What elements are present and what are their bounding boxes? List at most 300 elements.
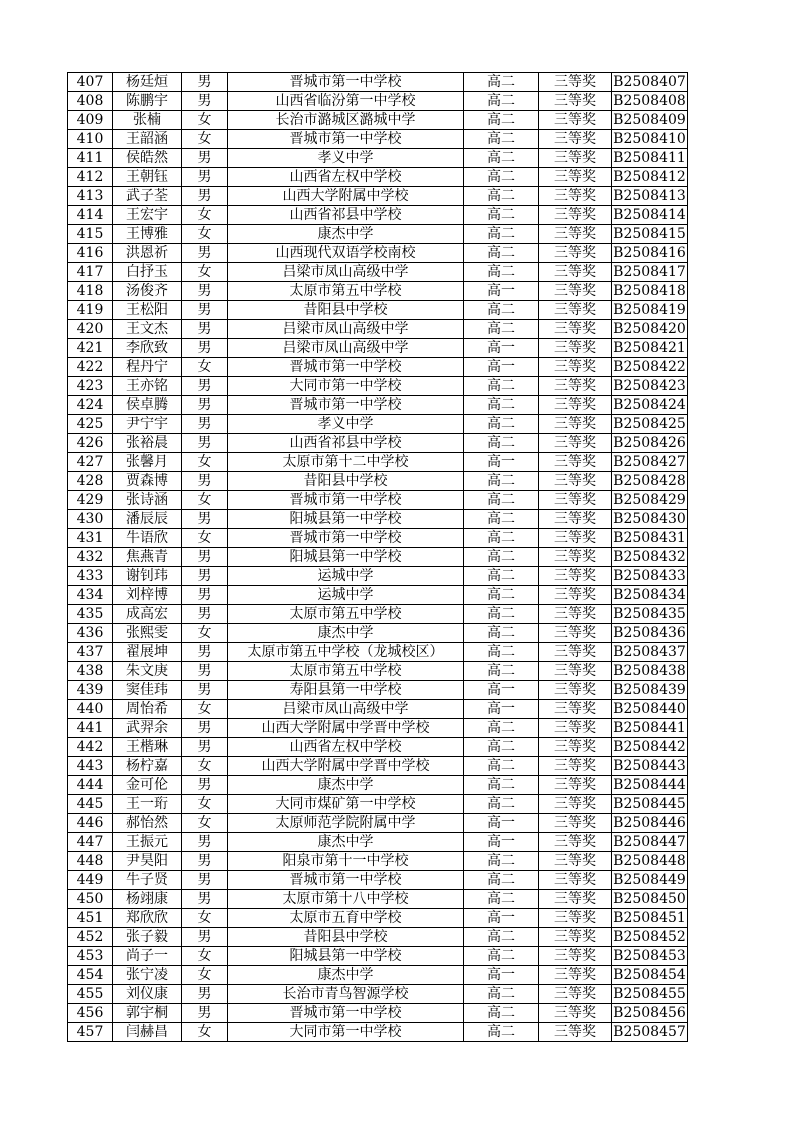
- award-level-cell: 三等奖: [539, 757, 612, 776]
- award-level-cell: 三等奖: [539, 320, 612, 339]
- award-level-cell: 三等奖: [539, 358, 612, 377]
- award-level-cell: 三等奖: [539, 149, 612, 168]
- student-name-cell: 王博雅: [113, 225, 182, 244]
- row-number-cell: 443: [68, 757, 113, 776]
- gender-cell: 男: [182, 339, 228, 358]
- grade-cell: 高二: [464, 871, 539, 890]
- gender-cell: 男: [182, 1004, 228, 1023]
- school-cell: 昔阳县中学校: [228, 472, 464, 491]
- school-cell: 晋城市第一中学校: [228, 396, 464, 415]
- student-name-cell: 杨翊康: [113, 890, 182, 909]
- gender-cell: 女: [182, 263, 228, 282]
- award-table: [67, 72, 688, 1042]
- gender-cell: 女: [182, 529, 228, 548]
- certificate-number-cell: B2508418: [613, 283, 686, 299]
- table-row: [68, 738, 688, 757]
- gender-cell: 男: [182, 605, 228, 624]
- student-name-cell: 武羿余: [113, 719, 182, 738]
- row-number-cell: 416: [68, 244, 113, 263]
- student-name-cell: 朱文庚: [113, 662, 182, 681]
- award-level-cell: 三等奖: [539, 890, 612, 909]
- table-row: [68, 909, 688, 928]
- table-row: [68, 624, 688, 643]
- table-row: [68, 206, 688, 225]
- school-cell: 太原市第五中学校: [228, 662, 464, 681]
- award-level-cell: 三等奖: [539, 871, 612, 890]
- row-number-cell: 431: [68, 529, 113, 548]
- table-row: [68, 301, 688, 320]
- school-cell: 晋城市第一中学校: [228, 871, 464, 890]
- award-level-cell: 三等奖: [539, 244, 612, 263]
- row-number-cell: 439: [68, 681, 113, 700]
- student-name-cell: 陈鹏宇: [113, 92, 182, 111]
- grade-cell: 高二: [464, 491, 539, 510]
- grade-cell: 高二: [464, 738, 539, 757]
- certificate-number-cell: B2508408: [613, 93, 686, 109]
- grade-cell: 高二: [464, 1004, 539, 1023]
- certificate-number-cell: B2508449: [613, 872, 686, 888]
- award-level-cell: 三等奖: [539, 282, 612, 301]
- table-row: [68, 396, 688, 415]
- grade-cell: 高二: [464, 396, 539, 415]
- row-number-cell: 452: [68, 928, 113, 947]
- student-name-cell: 汤俊齐: [113, 282, 182, 301]
- certificate-number-cell: B2508420: [613, 321, 686, 337]
- grade-cell: 高一: [464, 833, 539, 852]
- row-number-cell: 422: [68, 358, 113, 377]
- school-cell: 吕梁市凤山高级中学: [228, 263, 464, 282]
- grade-cell: 高一: [464, 966, 539, 985]
- school-cell: 大同市第一中学校: [228, 377, 464, 396]
- row-number-cell: 411: [68, 149, 113, 168]
- grade-cell: 高二: [464, 434, 539, 453]
- school-cell: 康杰中学: [228, 966, 464, 985]
- gender-cell: 男: [182, 320, 228, 339]
- student-name-cell: 张楠: [113, 111, 182, 130]
- row-number-cell: 430: [68, 510, 113, 529]
- table-row: [68, 415, 688, 434]
- gender-cell: 女: [182, 491, 228, 510]
- award-level-cell: 三等奖: [539, 700, 612, 719]
- row-number-cell: 444: [68, 776, 113, 795]
- certificate-number-cell: B2508454: [613, 967, 686, 983]
- grade-cell: 高一: [464, 358, 539, 377]
- student-name-cell: 李欣致: [113, 339, 182, 358]
- award-level-cell: 三等奖: [539, 301, 612, 320]
- gender-cell: 男: [182, 377, 228, 396]
- certificate-number-cell: B2508435: [613, 606, 686, 622]
- student-name-cell: 焦燕青: [113, 548, 182, 567]
- student-name-cell: 程丹宁: [113, 358, 182, 377]
- certificate-number-cell: B2508422: [613, 359, 686, 375]
- table-row: [68, 643, 688, 662]
- school-cell: 晋城市第一中学校: [228, 491, 464, 510]
- gender-cell: 男: [182, 662, 228, 681]
- row-number-cell: 437: [68, 643, 113, 662]
- student-name-cell: 潘辰辰: [113, 510, 182, 529]
- school-cell: 阳城县第一中学校: [228, 947, 464, 966]
- gender-cell: 女: [182, 757, 228, 776]
- award-level-cell: 三等奖: [539, 719, 612, 738]
- school-cell: 寿阳县第一中学校: [228, 681, 464, 700]
- award-level-cell: 三等奖: [539, 548, 612, 567]
- school-cell: 长治市青鸟智源学校: [228, 985, 464, 1004]
- student-name-cell: 侯卓腾: [113, 396, 182, 415]
- row-number-cell: 435: [68, 605, 113, 624]
- certificate-number-cell: B2508448: [613, 853, 686, 869]
- award-level-cell: 三等奖: [539, 510, 612, 529]
- award-level-cell: 三等奖: [539, 73, 612, 92]
- award-level-cell: 三等奖: [539, 491, 612, 510]
- gender-cell: 男: [182, 244, 228, 263]
- student-name-cell: 牛子贤: [113, 871, 182, 890]
- gender-cell: 女: [182, 1023, 228, 1042]
- gender-cell: 女: [182, 111, 228, 130]
- gender-cell: 女: [182, 795, 228, 814]
- grade-cell: 高二: [464, 92, 539, 111]
- student-name-cell: 王文杰: [113, 320, 182, 339]
- row-number-cell: 438: [68, 662, 113, 681]
- award-level-cell: 三等奖: [539, 567, 612, 586]
- student-name-cell: 张宁凌: [113, 966, 182, 985]
- row-number-cell: 448: [68, 852, 113, 871]
- gender-cell: 男: [182, 738, 228, 757]
- table-row: [68, 985, 688, 1004]
- student-name-cell: 郑欣欣: [113, 909, 182, 928]
- table-row: [68, 548, 688, 567]
- school-cell: 大同市第一中学校: [228, 1023, 464, 1042]
- row-number-cell: 446: [68, 814, 113, 833]
- school-cell: 昔阳县中学校: [228, 301, 464, 320]
- gender-cell: 男: [182, 301, 228, 320]
- award-level-cell: 三等奖: [539, 111, 612, 130]
- table-row: [68, 168, 688, 187]
- school-cell: 山西省左权中学校: [228, 738, 464, 757]
- certificate-number-cell: B2508414: [613, 207, 686, 223]
- gender-cell: 女: [182, 814, 228, 833]
- grade-cell: 高二: [464, 795, 539, 814]
- certificate-number-cell: B2508419: [613, 302, 686, 318]
- student-name-cell: 尚子一: [113, 947, 182, 966]
- certificate-number-cell: B2508415: [613, 226, 686, 242]
- row-number-cell: 457: [68, 1023, 113, 1042]
- grade-cell: 高二: [464, 529, 539, 548]
- grade-cell: 高二: [464, 643, 539, 662]
- student-name-cell: 王亦铭: [113, 377, 182, 396]
- award-table-body: [68, 73, 688, 1042]
- school-cell: 运城中学: [228, 586, 464, 605]
- award-level-cell: 三等奖: [539, 909, 612, 928]
- award-level-cell: 三等奖: [539, 624, 612, 643]
- gender-cell: 男: [182, 852, 228, 871]
- school-cell: 太原市第五中学校: [228, 282, 464, 301]
- gender-cell: 男: [182, 643, 228, 662]
- row-number-cell: 454: [68, 966, 113, 985]
- student-name-cell: 张诗涵: [113, 491, 182, 510]
- row-number-cell: 410: [68, 130, 113, 149]
- student-name-cell: 周怡希: [113, 700, 182, 719]
- school-cell: 山西省左权中学校: [228, 168, 464, 187]
- gender-cell: 女: [182, 206, 228, 225]
- row-number-cell: 455: [68, 985, 113, 1004]
- student-name-cell: 杨廷烜: [113, 73, 182, 92]
- grade-cell: 高一: [464, 282, 539, 301]
- table-row: [68, 776, 688, 795]
- grade-cell: 高一: [464, 700, 539, 719]
- grade-cell: 高二: [464, 985, 539, 1004]
- school-cell: 运城中学: [228, 567, 464, 586]
- gender-cell: 男: [182, 681, 228, 700]
- award-level-cell: 三等奖: [539, 662, 612, 681]
- table-row: [68, 757, 688, 776]
- student-name-cell: 王楷琳: [113, 738, 182, 757]
- student-name-cell: 洪恩祈: [113, 244, 182, 263]
- school-cell: 大同市煤矿第一中学校: [228, 795, 464, 814]
- certificate-number-cell: B2508439: [613, 682, 686, 698]
- row-number-cell: 409: [68, 111, 113, 130]
- certificate-number-cell: B2508447: [613, 834, 686, 850]
- school-cell: 晋城市第一中学校: [228, 73, 464, 92]
- gender-cell: 女: [182, 909, 228, 928]
- row-number-cell: 408: [68, 92, 113, 111]
- row-number-cell: 436: [68, 624, 113, 643]
- student-name-cell: 张裕晨: [113, 434, 182, 453]
- award-level-cell: 三等奖: [539, 92, 612, 111]
- student-name-cell: 张馨月: [113, 453, 182, 472]
- grade-cell: 高二: [464, 852, 539, 871]
- row-number-cell: 425: [68, 415, 113, 434]
- table-row: [68, 681, 688, 700]
- grade-cell: 高二: [464, 776, 539, 795]
- gender-cell: 男: [182, 282, 228, 301]
- row-number-cell: 440: [68, 700, 113, 719]
- gender-cell: 男: [182, 73, 228, 92]
- table-row: [68, 947, 688, 966]
- grade-cell: 高二: [464, 510, 539, 529]
- school-cell: 晋城市第一中学校: [228, 358, 464, 377]
- student-name-cell: 贾森博: [113, 472, 182, 491]
- row-number-cell: 456: [68, 1004, 113, 1023]
- award-level-cell: 三等奖: [539, 263, 612, 282]
- table-row: [68, 1023, 688, 1042]
- table-row: [68, 928, 688, 947]
- row-number-cell: 424: [68, 396, 113, 415]
- certificate-number-cell: B2508409: [613, 112, 686, 128]
- row-number-cell: 429: [68, 491, 113, 510]
- school-cell: 孝义中学: [228, 149, 464, 168]
- gender-cell: 男: [182, 415, 228, 434]
- table-row: [68, 890, 688, 909]
- award-level-cell: 三等奖: [539, 396, 612, 415]
- certificate-number-cell: B2508429: [613, 492, 686, 508]
- school-cell: 阳城县第一中学校: [228, 548, 464, 567]
- school-cell: 太原师范学院附属中学: [228, 814, 464, 833]
- certificate-number-cell: B2508424: [613, 397, 686, 413]
- grade-cell: 高二: [464, 130, 539, 149]
- student-name-cell: 尹宁宇: [113, 415, 182, 434]
- table-row: [68, 852, 688, 871]
- table-row: [68, 567, 688, 586]
- table-row: [68, 814, 688, 833]
- table-row: [68, 529, 688, 548]
- certificate-number-cell: B2508440: [613, 701, 686, 717]
- table-row: [68, 700, 688, 719]
- gender-cell: 男: [182, 149, 228, 168]
- grade-cell: 高一: [464, 681, 539, 700]
- row-number-cell: 420: [68, 320, 113, 339]
- table-row: [68, 111, 688, 130]
- certificate-number-cell: B2508442: [613, 739, 686, 755]
- table-row: [68, 282, 688, 301]
- certificate-number-cell: B2508453: [613, 948, 686, 964]
- table-row: [68, 225, 688, 244]
- certificate-number-cell: B2508407: [613, 74, 686, 90]
- row-number-cell: 415: [68, 225, 113, 244]
- certificate-number-cell: B2508410: [613, 131, 686, 147]
- award-level-cell: 三等奖: [539, 339, 612, 358]
- table-row: [68, 662, 688, 681]
- table-row: [68, 73, 688, 92]
- certificate-number-cell: B2508457: [613, 1024, 686, 1040]
- grade-cell: 高二: [464, 320, 539, 339]
- row-number-cell: 417: [68, 263, 113, 282]
- school-cell: 山西大学附属中学校: [228, 187, 464, 206]
- grade-cell: 高二: [464, 301, 539, 320]
- award-level-cell: 三等奖: [539, 529, 612, 548]
- gender-cell: 男: [182, 434, 228, 453]
- table-row: [68, 719, 688, 738]
- gender-cell: 男: [182, 871, 228, 890]
- award-level-cell: 三等奖: [539, 472, 612, 491]
- row-number-cell: 414: [68, 206, 113, 225]
- student-name-cell: 王宏宇: [113, 206, 182, 225]
- row-number-cell: 445: [68, 795, 113, 814]
- gender-cell: 男: [182, 396, 228, 415]
- school-cell: 山西省临汾第一中学校: [228, 92, 464, 111]
- row-number-cell: 412: [68, 168, 113, 187]
- row-number-cell: 421: [68, 339, 113, 358]
- certificate-number-cell: B2508412: [613, 169, 686, 185]
- grade-cell: 高一: [464, 814, 539, 833]
- student-name-cell: 张子毅: [113, 928, 182, 947]
- row-number-cell: 418: [68, 282, 113, 301]
- student-name-cell: 翟展坤: [113, 643, 182, 662]
- student-name-cell: 谢钊玮: [113, 567, 182, 586]
- table-row: [68, 605, 688, 624]
- award-level-cell: 三等奖: [539, 605, 612, 624]
- grade-cell: 高二: [464, 757, 539, 776]
- student-name-cell: 尹昊阳: [113, 852, 182, 871]
- table-row: [68, 510, 688, 529]
- grade-cell: 高二: [464, 111, 539, 130]
- student-name-cell: 王韶涵: [113, 130, 182, 149]
- award-level-cell: 三等奖: [539, 187, 612, 206]
- school-cell: 晋城市第一中学校: [228, 1004, 464, 1023]
- grade-cell: 高二: [464, 415, 539, 434]
- table-row: [68, 187, 688, 206]
- row-number-cell: 451: [68, 909, 113, 928]
- grade-cell: 高二: [464, 624, 539, 643]
- gender-cell: 女: [182, 358, 228, 377]
- certificate-number-cell: B2508428: [613, 473, 686, 489]
- grade-cell: 高二: [464, 719, 539, 738]
- grade-cell: 高二: [464, 225, 539, 244]
- certificate-number-cell: B2508431: [613, 530, 686, 546]
- grade-cell: 高二: [464, 947, 539, 966]
- grade-cell: 高二: [464, 928, 539, 947]
- certificate-number-cell: B2508443: [613, 758, 686, 774]
- row-number-cell: 413: [68, 187, 113, 206]
- school-cell: 山西省祁县中学校: [228, 434, 464, 453]
- table-row: [68, 871, 688, 890]
- school-cell: 山西大学附属中学晋中学校: [228, 757, 464, 776]
- certificate-number-cell: B2508423: [613, 378, 686, 394]
- grade-cell: 高二: [464, 168, 539, 187]
- certificate-number-cell: B2508416: [613, 245, 686, 261]
- school-cell: 阳泉市第十一中学校: [228, 852, 464, 871]
- certificate-number-cell: B2508413: [613, 188, 686, 204]
- award-level-cell: 三等奖: [539, 377, 612, 396]
- school-cell: 山西大学附属中学晋中学校: [228, 719, 464, 738]
- student-name-cell: 张熙雯: [113, 624, 182, 643]
- certificate-number-cell: B2508456: [613, 1005, 686, 1021]
- school-cell: 山西省祁县中学校: [228, 206, 464, 225]
- award-level-cell: 三等奖: [539, 586, 612, 605]
- gender-cell: 男: [182, 719, 228, 738]
- award-level-cell: 三等奖: [539, 985, 612, 1004]
- student-name-cell: 杨柠嘉: [113, 757, 182, 776]
- table-row: [68, 377, 688, 396]
- grade-cell: 高二: [464, 263, 539, 282]
- table-row: [68, 244, 688, 263]
- award-level-cell: 三等奖: [539, 1004, 612, 1023]
- grade-cell: 高二: [464, 567, 539, 586]
- table-row: [68, 453, 688, 472]
- school-cell: 康杰中学: [228, 624, 464, 643]
- table-row: [68, 92, 688, 111]
- gender-cell: 女: [182, 700, 228, 719]
- school-cell: 太原市五育中学校: [228, 909, 464, 928]
- table-row: [68, 320, 688, 339]
- row-number-cell: 433: [68, 567, 113, 586]
- student-name-cell: 武子荃: [113, 187, 182, 206]
- certificate-number-cell: B2508426: [613, 435, 686, 451]
- row-number-cell: 423: [68, 377, 113, 396]
- award-level-cell: 三等奖: [539, 225, 612, 244]
- gender-cell: 女: [182, 130, 228, 149]
- grade-cell: 高二: [464, 73, 539, 92]
- table-row: [68, 149, 688, 168]
- award-level-cell: 三等奖: [539, 776, 612, 795]
- grade-cell: 高二: [464, 548, 539, 567]
- grade-cell: 高二: [464, 586, 539, 605]
- row-number-cell: 449: [68, 871, 113, 890]
- certificate-number-cell: B2508450: [613, 891, 686, 907]
- school-cell: 昔阳县中学校: [228, 928, 464, 947]
- award-level-cell: 三等奖: [539, 206, 612, 225]
- row-number-cell: 426: [68, 434, 113, 453]
- certificate-number-cell: B2508455: [613, 986, 686, 1002]
- certificate-number-cell: B2508446: [613, 815, 686, 831]
- school-cell: 长治市潞城区潞城中学: [228, 111, 464, 130]
- award-level-cell: 三等奖: [539, 130, 612, 149]
- student-name-cell: 刘梓博: [113, 586, 182, 605]
- award-level-cell: 三等奖: [539, 795, 612, 814]
- gender-cell: 男: [182, 472, 228, 491]
- gender-cell: 男: [182, 510, 228, 529]
- certificate-number-cell: B2508417: [613, 264, 686, 280]
- row-number-cell: 407: [68, 73, 113, 92]
